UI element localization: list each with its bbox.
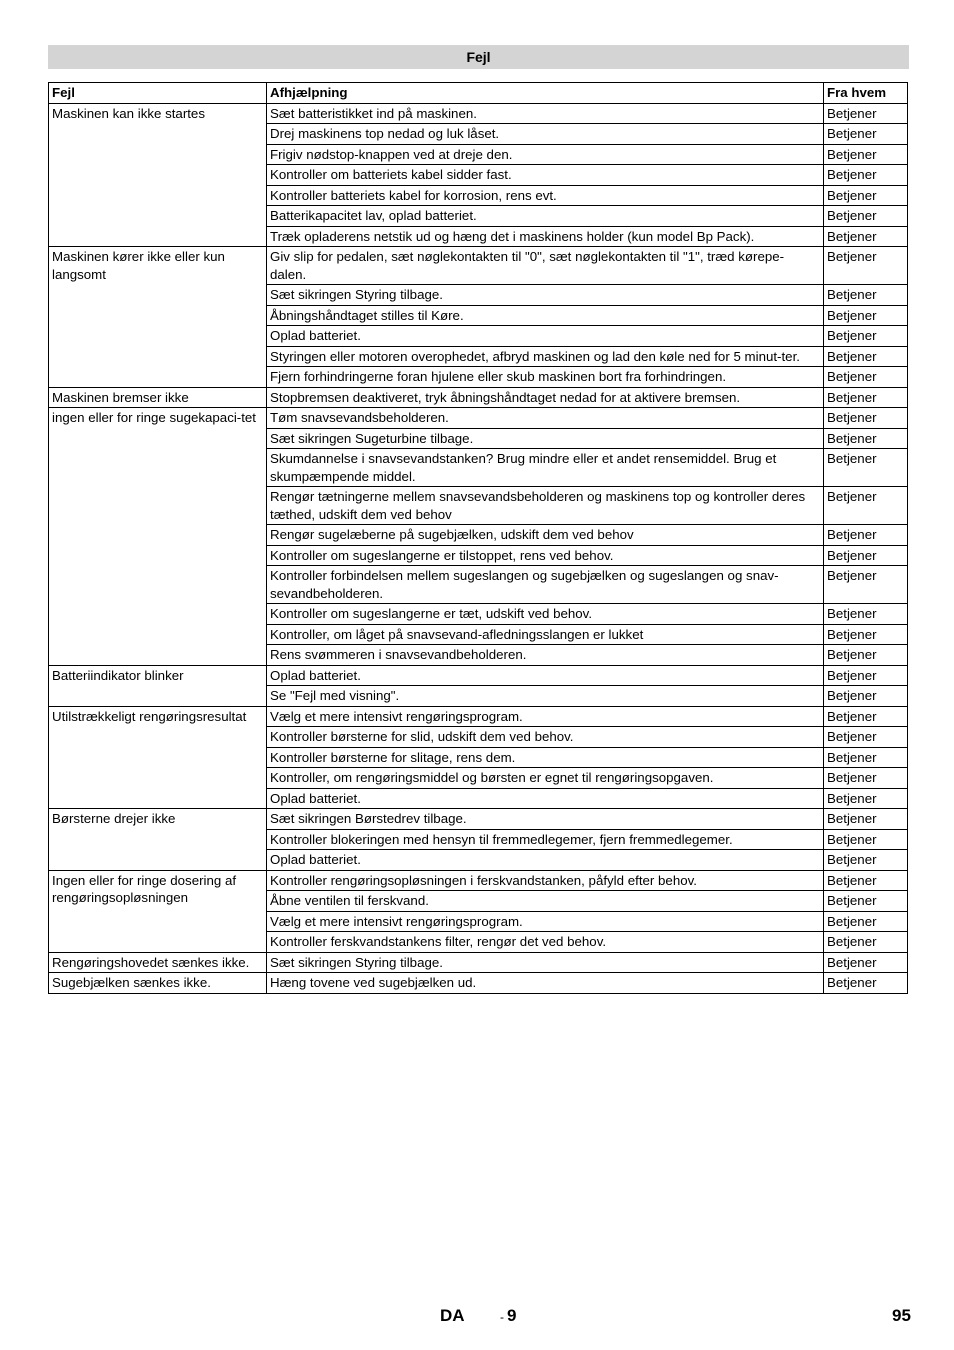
by-whom-cell: Betjener <box>824 408 908 429</box>
by-whom-cell: Betjener <box>824 449 908 487</box>
remedy-cell: Oplad batteriet. <box>267 665 824 686</box>
by-whom-cell: Betjener <box>824 727 908 748</box>
remedy-cell: Kontroller forbindelsen mellem sugeslangen og sugebjælken og sugeslangen og snav-sevandbeholderen. <box>267 566 824 604</box>
by-whom-cell: Betjener <box>824 686 908 707</box>
fault-cell: Maskinen kan ikke startes <box>49 103 267 247</box>
by-whom-cell: Betjener <box>824 891 908 912</box>
remedy-cell: Hæng tovene ved sugebjælken ud. <box>267 973 824 994</box>
table-row <box>49 387 908 408</box>
table-row <box>49 247 908 285</box>
by-whom-cell: Betjener <box>824 911 908 932</box>
remedy-cell: Stopbremsen deaktiveret, tryk åbningshåndtaget nedad for at aktivere bremsen. <box>267 387 824 408</box>
by-whom-cell: Betjener <box>824 973 908 994</box>
remedy-cell: Kontroller om sugeslangerne er tilstoppet, rens ved behov. <box>267 545 824 566</box>
remedy-cell: Kontroller om sugeslangerne er tæt, udskift ved behov. <box>267 604 824 625</box>
remedy-cell: Kontroller rengøringsopløsningen i ferskvandstanken, påfyld efter behov. <box>267 870 824 891</box>
fault-cell: ingen eller for ringe sugekapaci-tet <box>49 408 267 666</box>
remedy-cell: Kontroller om batteriets kabel sidder fast. <box>267 165 824 186</box>
table-row <box>49 973 908 994</box>
footer-language: DA <box>440 1306 465 1325</box>
remedy-cell: Se "Fejl med visning". <box>267 686 824 707</box>
remedy-cell: Sæt batteristikket ind på maskinen. <box>267 103 824 124</box>
remedy-cell: Oplad batteriet. <box>267 850 824 871</box>
by-whom-cell: Betjener <box>824 545 908 566</box>
remedy-cell: Kontroller, om rengøringsmiddel og børsten er egnet til rengøringsopgaven. <box>267 768 824 789</box>
remedy-cell: Tøm snavsevandsbeholderen. <box>267 408 824 429</box>
by-whom-cell: Betjener <box>824 706 908 727</box>
by-whom-cell: Betjener <box>824 206 908 227</box>
by-whom-cell: Betjener <box>824 428 908 449</box>
remedy-cell: Kontroller, om låget på snavsevand-afledningsslangen er lukket <box>267 624 824 645</box>
remedy-cell: Sæt sikringen Børstedrev tilbage. <box>267 809 824 830</box>
fault-cell: Maskinen kører ikke eller kun langsomt <box>49 247 267 388</box>
by-whom-cell: Betjener <box>824 285 908 306</box>
table-header-row <box>49 83 908 104</box>
fault-cell: Sugebjælken sænkes ikke. <box>49 973 267 994</box>
by-whom-cell: Betjener <box>824 165 908 186</box>
footer-section-page <box>500 1306 516 1326</box>
table-row <box>49 952 908 973</box>
by-whom-cell: Betjener <box>824 144 908 165</box>
by-whom-cell: Betjener <box>824 305 908 326</box>
fault-table-body <box>49 103 908 993</box>
table-row <box>49 665 908 686</box>
by-whom-cell: Betjener <box>824 367 908 388</box>
remedy-cell: Vælg et mere intensivt rengøringsprogram. <box>267 706 824 727</box>
by-whom-cell: Betjener <box>824 952 908 973</box>
fault-cell: Ingen eller for ringe dosering af rengøringsopløsningen <box>49 870 267 952</box>
by-whom-cell: Betjener <box>824 829 908 850</box>
table-row <box>49 870 908 891</box>
fault-cell: Børsterne drejer ikke <box>49 809 267 871</box>
fault-cell: Rengøringshovedet sænkes ikke. <box>49 952 267 973</box>
remedy-cell: Fjern forhindringerne foran hjulene eller skub maskinen bort fra forhindringen. <box>267 367 824 388</box>
table-row <box>49 809 908 830</box>
remedy-cell: Sæt sikringen Styring tilbage. <box>267 285 824 306</box>
remedy-cell: Åbningshåndtaget stilles til Køre. <box>267 305 824 326</box>
by-whom-cell: Betjener <box>824 788 908 809</box>
header-by-whom: Fra hvem <box>824 83 908 104</box>
fault-cell: Batteriindikator blinker <box>49 665 267 706</box>
remedy-cell: Batterikapacitet lav, oplad batteriet. <box>267 206 824 227</box>
remedy-cell: Kontroller ferskvandstankens filter, rengør det ved behov. <box>267 932 824 953</box>
footer-dash: - <box>500 1310 504 1324</box>
remedy-cell: Giv slip for pedalen, sæt nøglekontakten til "0", sæt nøglekontakten til "1", træd kørepe-dalen. <box>267 247 824 285</box>
table-row <box>49 706 908 727</box>
by-whom-cell: Betjener <box>824 809 908 830</box>
fault-table <box>48 82 908 994</box>
by-whom-cell: Betjener <box>824 768 908 789</box>
header-remedy: Afhjælpning <box>267 83 824 104</box>
by-whom-cell: Betjener <box>824 124 908 145</box>
by-whom-cell: Betjener <box>824 665 908 686</box>
table-row <box>49 408 908 429</box>
remedy-cell: Styringen eller motoren overophedet, afbryd maskinen og lad den køle ned for 5 minut-ter. <box>267 346 824 367</box>
remedy-cell: Frigiv nødstop-knappen ved at dreje den. <box>267 144 824 165</box>
by-whom-cell: Betjener <box>824 226 908 247</box>
by-whom-cell: Betjener <box>824 487 908 525</box>
fault-cell: Utilstrækkeligt rengøringsresultat <box>49 706 267 809</box>
remedy-cell: Drej maskinens top nedad og luk låset. <box>267 124 824 145</box>
remedy-cell: Åbne ventilen til ferskvand. <box>267 891 824 912</box>
remedy-cell: Kontroller blokeringen med hensyn til fremmedlegemer, fjern fremmedlegemer. <box>267 829 824 850</box>
remedy-cell: Rengør tætningerne mellem snavsevandsbeholderen og maskinens top og kontroller deres tæthed, udskift dem ved behov <box>267 487 824 525</box>
by-whom-cell: Betjener <box>824 326 908 347</box>
by-whom-cell: Betjener <box>824 185 908 206</box>
remedy-cell: Træk opladerens netstik ud og hæng det i maskinens holder (kun model Bp Pack). <box>267 226 824 247</box>
by-whom-cell: Betjener <box>824 247 908 285</box>
by-whom-cell: Betjener <box>824 566 908 604</box>
by-whom-cell: Betjener <box>824 747 908 768</box>
remedy-cell: Rengør sugelæberne på sugebjælken, udskift dem ved behov <box>267 525 824 546</box>
remedy-cell: Skumdannelse i snavsevandstanken? Brug mindre eller et andet rensemiddel. Brug et skumpæmpende middel. <box>267 449 824 487</box>
header-fault: Fejl <box>49 83 267 104</box>
footer-page-number: 95 <box>892 1306 911 1325</box>
by-whom-cell: Betjener <box>824 624 908 645</box>
section-title: Fejl <box>48 45 909 69</box>
footer-section-number: 9 <box>507 1306 517 1325</box>
remedy-cell: Vælg et mere intensivt rengøringsprogram. <box>267 911 824 932</box>
by-whom-cell: Betjener <box>824 850 908 871</box>
by-whom-cell: Betjener <box>824 604 908 625</box>
by-whom-cell: Betjener <box>824 103 908 124</box>
remedy-cell: Kontroller børsterne for slid, udskift dem ved behov. <box>267 727 824 748</box>
remedy-cell: Oplad batteriet. <box>267 326 824 347</box>
table-row <box>49 103 908 124</box>
by-whom-cell: Betjener <box>824 870 908 891</box>
remedy-cell: Rens svømmeren i snavsevandbeholderen. <box>267 645 824 666</box>
by-whom-cell: Betjener <box>824 346 908 367</box>
remedy-cell: Sæt sikringen Sugeturbine tilbage. <box>267 428 824 449</box>
remedy-cell: Kontroller batteriets kabel for korrosion, rens evt. <box>267 185 824 206</box>
remedy-cell: Sæt sikringen Styring tilbage. <box>267 952 824 973</box>
by-whom-cell: Betjener <box>824 525 908 546</box>
fault-cell: Maskinen bremser ikke <box>49 387 267 408</box>
by-whom-cell: Betjener <box>824 387 908 408</box>
remedy-cell: Oplad batteriet. <box>267 788 824 809</box>
by-whom-cell: Betjener <box>824 645 908 666</box>
remedy-cell: Kontroller børsterne for slitage, rens dem. <box>267 747 824 768</box>
by-whom-cell: Betjener <box>824 932 908 953</box>
